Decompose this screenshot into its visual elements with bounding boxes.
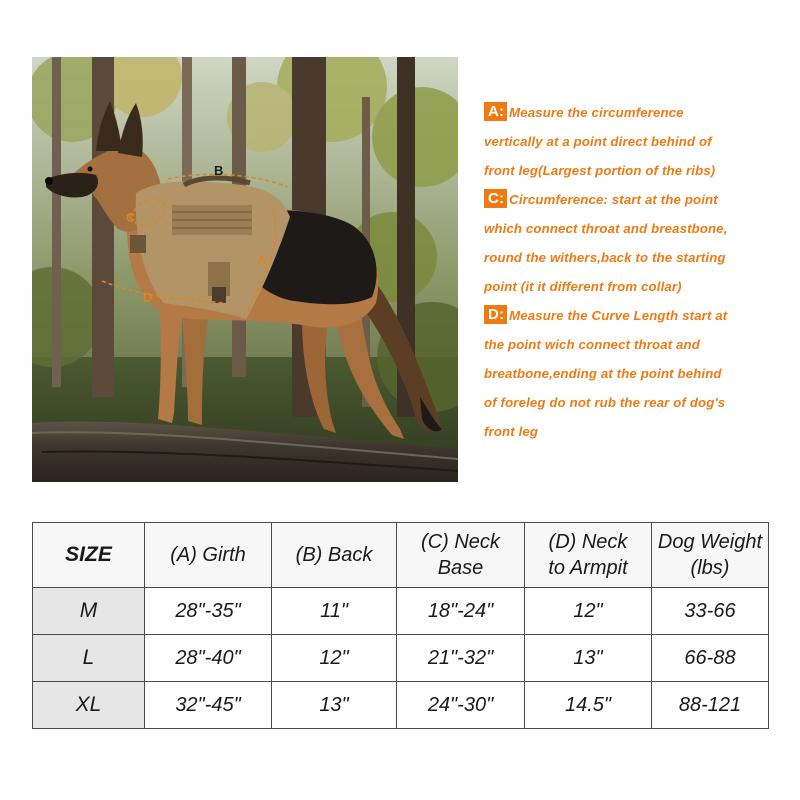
measuring-instructions [484,98,784,446]
instruction-line [484,98,784,127]
cell-size: L [33,635,145,682]
instruction-line: vertically at a point direct behind of [484,134,712,149]
table-header-row [33,523,769,588]
photo-illustration [32,57,458,482]
header-neck-to-armpit: (D) Neck to Armpit [525,523,652,588]
badge-a: A: [484,102,507,121]
cell-dog-weight: 88-121 [652,682,769,729]
cell-dog-weight: 66-88 [652,635,769,682]
table-row [33,635,769,682]
table-row [33,682,769,729]
header-girth: (A) Girth [145,523,272,588]
instruction-line [484,301,784,330]
cell-back: 12" [272,635,397,682]
cell-neck-to-armpit: 13" [525,635,652,682]
label-b: B [214,163,224,178]
instruction-line [484,185,784,214]
instruction-text: Measure the Curve Length start at [509,308,728,323]
label-d: D [143,290,153,305]
instruction-text: Circumference: start at the point [509,192,718,207]
cell-back: 11" [272,588,397,635]
cell-size: M [33,588,145,635]
label-c: C [126,210,136,225]
cell-back: 13" [272,682,397,729]
cell-neck-to-armpit: 12" [525,588,652,635]
cell-girth: 32"-45" [145,682,272,729]
instruction-a [484,98,784,185]
header-size: SIZE [33,523,145,588]
instruction-line: breatbone,ending at the point behind [484,366,722,381]
cell-neck-base: 18"-24" [397,588,525,635]
size-chart-table [32,522,769,729]
cell-dog-weight: 33-66 [652,588,769,635]
instruction-line: of foreleg do not rub the rear of dog's [484,395,726,410]
cell-neck-base: 24"-30" [397,682,525,729]
table-row [33,588,769,635]
cell-girth: 28"-40" [145,635,272,682]
badge-c: C: [484,189,507,208]
instruction-text: Measure the circumference [509,105,684,120]
label-a: A [257,252,267,267]
instruction-line: round the withers,back to the starting [484,250,726,265]
cell-neck-to-armpit: 14.5" [525,682,652,729]
instruction-line: front leg(Largest portion of the ribs) [484,163,716,178]
cell-girth: 28"-35" [145,588,272,635]
dog-harness-photo [32,57,458,482]
instruction-line: which connect throat and breastbone, [484,221,728,236]
cell-neck-base: 21"-32" [397,635,525,682]
badge-d: D: [484,305,507,324]
instruction-line: front leg [484,424,539,439]
header-back: (B) Back [272,523,397,588]
header-neck-base: (C) Neck Base [397,523,525,588]
instruction-d [484,301,784,446]
instruction-line: point (it it different from collar) [484,279,682,294]
cell-size: XL [33,682,145,729]
instruction-line: the point wich connect throat and [484,337,700,352]
header-dog-weight: Dog Weight (lbs) [652,523,769,588]
instruction-c [484,185,784,301]
